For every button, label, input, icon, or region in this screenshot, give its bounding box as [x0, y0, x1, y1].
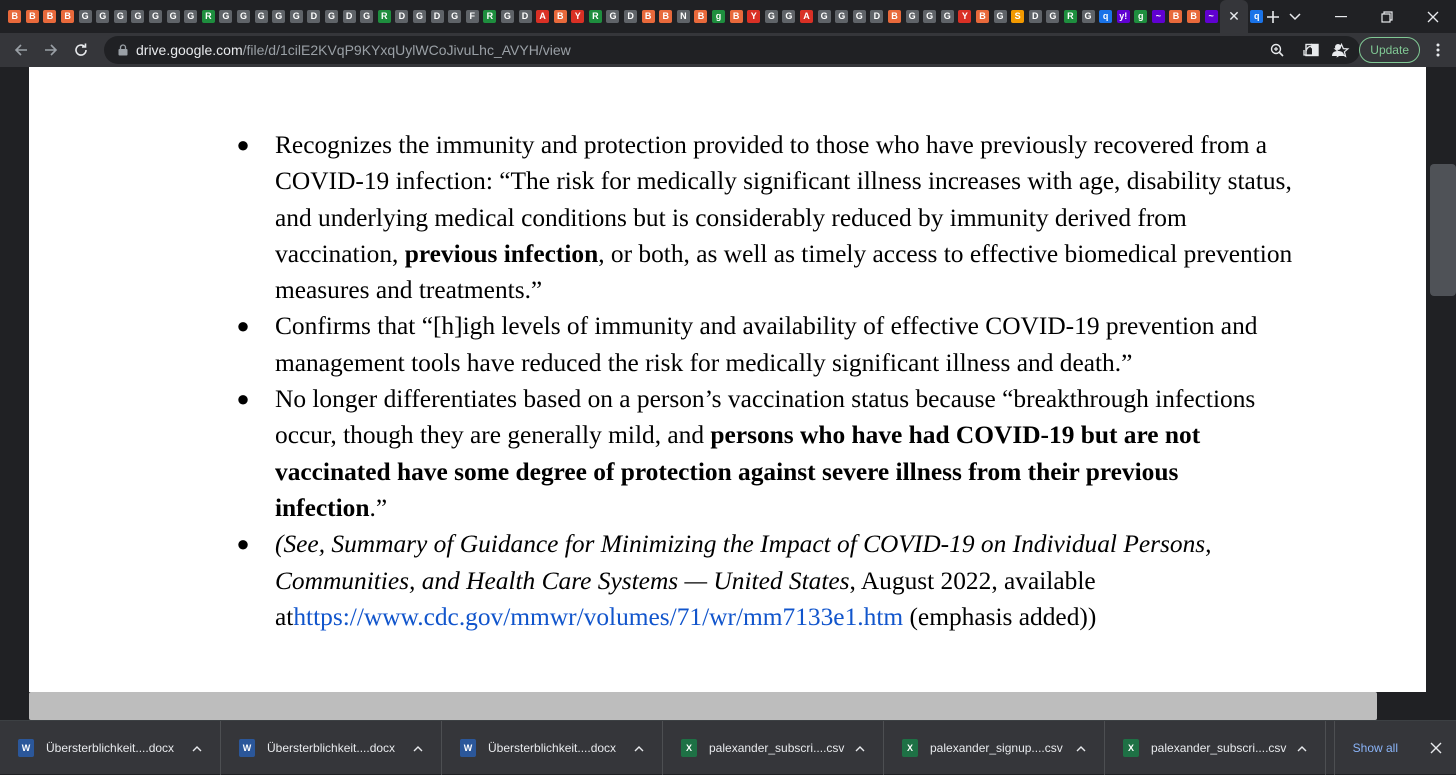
tab-favicon-icon: G [1046, 10, 1059, 23]
side-panel-icon[interactable] [1299, 37, 1325, 63]
zoom-icon[interactable] [1264, 37, 1290, 63]
tab-favicon-icon: G [114, 10, 127, 23]
tab-favicon-icon: G [501, 10, 514, 23]
tab-favicon-icon: Y [747, 10, 760, 23]
browser-tab[interactable] [1132, 0, 1150, 33]
italic-text: (See, Summary of Guidance for Minimizing the Impact of COVID-19 on Individual Persons, Communities, and Health Care Systems — United States [275, 530, 1212, 595]
browser-tab[interactable] [639, 0, 657, 33]
tab-favicon-icon: B [659, 10, 672, 23]
text-span: , or both, as well as timely access to effective biomedical prevention measures and treatments.” [275, 239, 1293, 305]
tab-favicon-icon: ~ [1205, 10, 1218, 23]
browser-tab[interactable] [727, 0, 745, 33]
url-host: drive.google.com [136, 42, 243, 58]
profile-icon[interactable] [1325, 37, 1351, 63]
vertical-scroll-thumb[interactable] [1430, 164, 1456, 296]
bold-text: persons who have had COVID-19 but are not vaccinated have some degree of protection against severe illness from their previous infection [275, 421, 1201, 522]
download-filename: Übersterblichkeit....docx [488, 740, 617, 755]
tab-favicon-icon: B [976, 10, 989, 23]
download-filename: Übersterblichkeit....docx [46, 740, 175, 755]
tab-search-icon[interactable] [1272, 0, 1318, 33]
text-span: (emphasis added)) [903, 602, 1097, 631]
tab-favicon-icon: G [1082, 10, 1095, 23]
bullet-text [275, 526, 1296, 635]
tab-favicon-icon: B [554, 10, 567, 23]
browser-tab[interactable] [1202, 0, 1220, 33]
browser-tab[interactable] [1114, 0, 1132, 33]
browser-tab[interactable] [340, 0, 358, 33]
back-icon[interactable] [6, 35, 36, 65]
tab-favicon-icon: B [1169, 10, 1182, 23]
tab-favicon-icon: G [325, 10, 338, 23]
browser-tab[interactable] [1185, 0, 1203, 33]
browser-tab[interactable] [6, 0, 24, 33]
download-item[interactable] [0, 721, 221, 775]
address-bar[interactable] [104, 36, 1360, 64]
tab-favicon-icon: D [431, 10, 444, 23]
browser-tab[interactable] [217, 0, 235, 33]
bullet-dot-icon: ● [236, 531, 250, 557]
tab-favicon-icon: B [8, 10, 21, 23]
lock-icon[interactable] [110, 44, 136, 56]
excel-file-icon: X [902, 739, 918, 757]
download-item[interactable] [1105, 721, 1326, 775]
bullet-text [275, 381, 1296, 526]
browser-tab[interactable] [375, 0, 393, 33]
download-item[interactable] [884, 721, 1105, 775]
tab-favicon-icon: G [290, 10, 303, 23]
tab-favicon-icon: A [536, 10, 549, 23]
browser-tab[interactable] [499, 0, 517, 33]
tab-favicon-icon: R [589, 10, 602, 23]
download-filename: palexander_subscri....csv [709, 740, 845, 755]
close-window-icon[interactable] [1410, 0, 1456, 33]
word-file-icon: W [18, 739, 34, 757]
browser-tab[interactable] [956, 0, 974, 33]
tab-favicon-icon: G [360, 10, 373, 23]
browser-tab[interactable] [323, 0, 341, 33]
browser-tab[interactable] [569, 0, 587, 33]
bullet-item [236, 526, 1296, 635]
browser-tab[interactable] [59, 0, 77, 33]
chevron-up-icon[interactable] [634, 741, 644, 755]
tab-favicon-icon: B [642, 10, 655, 23]
browser-tab[interactable] [675, 0, 693, 33]
tab-favicon-icon: D [395, 10, 408, 23]
browser-tab[interactable] [252, 0, 270, 33]
show-all-label: Show all [1352, 741, 1398, 755]
download-filename: Übersterblichkeit....docx [267, 740, 396, 755]
minimize-icon[interactable] [1318, 0, 1364, 33]
tab-favicon-icon: R [1064, 10, 1077, 23]
text-span: No longer differentiates based on a person’s vaccination status because “breakthrough infections occur, though they are generally mild, and [275, 385, 1256, 450]
tab-favicon-icon: G [219, 10, 232, 23]
tab-favicon-icon: G [79, 10, 92, 23]
browser-tab[interactable] [1097, 0, 1115, 33]
bold-text: previous infection [404, 239, 599, 268]
bullet-text [275, 308, 1296, 381]
bullet-item [236, 127, 1296, 308]
browser-tab[interactable] [710, 0, 728, 33]
browser-tab[interactable] [358, 0, 376, 33]
browser-tab[interactable] [516, 0, 534, 33]
excel-file-icon: X [1123, 739, 1139, 757]
tab-favicon-icon: q [1099, 10, 1112, 23]
browser-tab[interactable] [763, 0, 781, 33]
browser-tab[interactable] [112, 0, 130, 33]
tab-favicon-icon: G [782, 10, 795, 23]
chevron-up-icon[interactable] [413, 741, 423, 755]
tab-favicon-icon: G [237, 10, 250, 23]
browser-tab[interactable] [921, 0, 939, 33]
browser-tab[interactable] [428, 0, 446, 33]
tab-favicon-icon: G [131, 10, 144, 23]
tab-favicon-icon: D [870, 10, 883, 23]
close-tab-icon[interactable]: ✕ [1228, 8, 1240, 24]
update-button[interactable] [1359, 37, 1420, 63]
browser-tab[interactable] [288, 0, 306, 33]
browser-tab[interactable] [1167, 0, 1185, 33]
tab-favicon-icon: Y [958, 10, 971, 23]
text-span: , August 2022, available at [275, 566, 1096, 631]
tab-favicon-icon: B [26, 10, 39, 23]
tab-favicon-icon: G [184, 10, 197, 23]
tab-favicon-icon: B [730, 10, 743, 23]
browser-tab[interactable] [587, 0, 605, 33]
browser-tab[interactable] [129, 0, 147, 33]
tab-favicon-icon: G [96, 10, 109, 23]
download-filename: palexander_signup....csv [930, 740, 1063, 755]
browser-tab[interactable] [393, 0, 411, 33]
browser-tab[interactable] [798, 0, 816, 33]
browser-tab[interactable] [76, 0, 94, 33]
tab-favicon-icon: D [519, 10, 532, 23]
browser-tab[interactable] [305, 0, 323, 33]
download-item[interactable] [663, 721, 884, 775]
browser-tab[interactable] [1079, 0, 1097, 33]
restore-icon[interactable] [1364, 0, 1410, 33]
text-span: Recognizes the immunity and protection provided to those who have previously recovered from a COVID-19 infection: “The risk for medically significant illness increases with age, disability status, and underlying medical conditions but is considerably reduced by immunity derived from vaccination, [275, 131, 1292, 268]
tab-favicon-icon: G [413, 10, 426, 23]
browser-tab[interactable] [1248, 0, 1266, 33]
tab-favicon-icon: G [923, 10, 936, 23]
menu-kebab-icon[interactable] [1426, 35, 1450, 65]
tab-favicon-icon: G [255, 10, 268, 23]
browser-tab[interactable] [147, 0, 165, 33]
bullet-item [236, 381, 1296, 526]
browser-tab[interactable] [851, 0, 869, 33]
tab-favicon-icon: G [835, 10, 848, 23]
tab-favicon-icon: N [677, 10, 690, 23]
browser-tab[interactable] [463, 0, 481, 33]
browser-tab[interactable] [974, 0, 992, 33]
browser-tab[interactable] [534, 0, 552, 33]
tab-favicon-icon: G [906, 10, 919, 23]
download-list [0, 721, 1326, 775]
tab-favicon-icon: G [448, 10, 461, 23]
browser-tab[interactable] [833, 0, 851, 33]
tab-favicon-icon: F [466, 10, 479, 23]
browser-tab[interactable] [1150, 0, 1168, 33]
tab-favicon-icon: G [941, 10, 954, 23]
browser-tab[interactable] [622, 0, 640, 33]
tab-favicon-icon: R [202, 10, 215, 23]
tab-favicon-icon: G [818, 10, 831, 23]
browser-tab[interactable] [270, 0, 288, 33]
browser-tab[interactable] [235, 0, 253, 33]
browser-tab[interactable] [991, 0, 1009, 33]
toolbar-right [1299, 33, 1456, 67]
download-item[interactable] [221, 721, 442, 775]
tab-favicon-icon: A [800, 10, 813, 23]
browser-tab[interactable] [868, 0, 886, 33]
chevron-up-icon[interactable] [855, 741, 865, 755]
browser-tab[interactable] [604, 0, 622, 33]
chevron-up-icon[interactable] [1076, 741, 1086, 755]
excel-file-icon: X [681, 739, 697, 757]
tab-favicon-icon: D [1029, 10, 1042, 23]
tab-favicon-icon: B [888, 10, 901, 23]
browser-tab[interactable] [657, 0, 675, 33]
show-all-button[interactable] [1334, 721, 1416, 775]
close-shelf-icon[interactable] [1416, 721, 1456, 775]
bullet-dot-icon: ● [236, 132, 250, 157]
browser-tab[interactable] [446, 0, 464, 33]
browser-tab[interactable] [94, 0, 112, 33]
document-page [29, 67, 1426, 692]
browser-tab[interactable] [200, 0, 218, 33]
tab-favicon-icon: g [1134, 10, 1147, 23]
tab-favicon-icon: R [378, 10, 391, 23]
browser-tab[interactable] [903, 0, 921, 33]
text-span: Confirms that “[h]igh levels of immunity and availability of effective COVID-19 prevention and management tools have reduced the risk for medically significant illness and death.” [275, 312, 1258, 377]
download-item[interactable] [442, 721, 663, 775]
tab-favicon-icon: Y [571, 10, 584, 23]
browser-tab[interactable] [938, 0, 956, 33]
tab-favicon-icon: B [43, 10, 56, 23]
browser-tab[interactable] [745, 0, 763, 33]
tab-favicon-icon: B [1187, 10, 1200, 23]
browser-tab[interactable] [411, 0, 429, 33]
browser-tab[interactable] [1062, 0, 1080, 33]
browser-tab[interactable] [551, 0, 569, 33]
url-path: /file/d/1cilE2KVqP9KYxqUylWCoJivuLhc_AVYH/view [242, 42, 571, 58]
browser-tab[interactable] [164, 0, 182, 33]
document-body [236, 127, 1296, 635]
tab-favicon-icon: D [343, 10, 356, 23]
browser-tab[interactable] [481, 0, 499, 33]
cdc-link[interactable]: https://www.cdc.gov/mmwr/volumes/71/wr/mm7133e1.htm [293, 602, 904, 631]
bullet-text [275, 127, 1296, 308]
tab-favicon-icon: q [1250, 10, 1263, 23]
tab-favicon-icon: g [712, 10, 725, 23]
browser-tab[interactable] [1044, 0, 1062, 33]
document-viewer [0, 67, 1456, 720]
download-shelf [0, 720, 1456, 774]
tab-favicon-icon: R [483, 10, 496, 23]
vertical-scrollbar[interactable] [1426, 67, 1456, 692]
tab-favicon-icon: y! [1117, 10, 1130, 23]
horizontal-scrollbar[interactable] [29, 692, 1377, 720]
tab-favicon-icon: D [624, 10, 637, 23]
browser-tab[interactable] [692, 0, 710, 33]
tab-favicon-icon: B [694, 10, 707, 23]
tab-favicon-icon: S [1011, 10, 1024, 23]
tab-favicon-icon: G [272, 10, 285, 23]
active-tab[interactable] [1220, 0, 1248, 33]
tab-list [0, 0, 1260, 33]
tab-favicon-icon: ~ [1152, 10, 1165, 23]
word-file-icon: W [460, 739, 476, 757]
tab-favicon-icon: G [149, 10, 162, 23]
browser-tab[interactable] [1026, 0, 1044, 33]
tab-favicon-icon: G [765, 10, 778, 23]
update-label: Update [1370, 43, 1409, 57]
browser-tab[interactable] [1009, 0, 1027, 33]
tab-favicon-icon: G [853, 10, 866, 23]
tab-favicon-icon: B [61, 10, 74, 23]
chevron-up-icon[interactable] [1297, 741, 1307, 755]
url-text[interactable] [136, 42, 571, 58]
tab-favicon-icon: D [307, 10, 320, 23]
browser-tab[interactable] [24, 0, 42, 33]
reload-icon[interactable] [66, 35, 96, 65]
tab-favicon-icon: G [994, 10, 1007, 23]
browser-toolbar [0, 33, 1456, 67]
tab-favicon-icon: G [167, 10, 180, 23]
bullet-dot-icon: ● [236, 313, 250, 339]
browser-tab[interactable] [780, 0, 798, 33]
browser-tab[interactable] [815, 0, 833, 33]
bullet-item [236, 308, 1296, 381]
browser-tab[interactable] [886, 0, 904, 33]
text-span: .” [369, 493, 388, 522]
chevron-up-icon[interactable] [192, 741, 202, 755]
browser-tab[interactable] [182, 0, 200, 33]
forward-icon[interactable] [36, 35, 66, 65]
browser-tab[interactable] [41, 0, 59, 33]
window-controls [1272, 0, 1456, 33]
download-filename: palexander_subscri....csv [1151, 740, 1287, 755]
word-file-icon: W [239, 739, 255, 757]
tab-favicon-icon: G [606, 10, 619, 23]
bullet-dot-icon: ● [236, 386, 250, 412]
tab-strip [0, 0, 1456, 33]
